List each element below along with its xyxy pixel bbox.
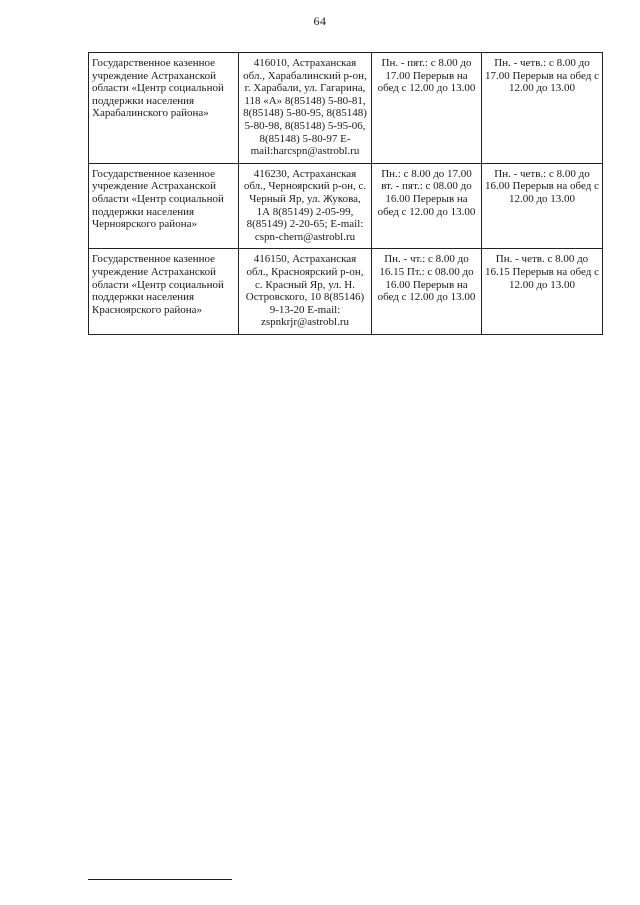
institution-name-cell: Государственное казенное учреждение Астраханской области «Центр социальной поддержки населения Харабалинского района» xyxy=(89,53,239,164)
footnote-divider xyxy=(88,879,232,880)
reception-hours-cell: Пн. - четв. с 8.00 до 16.15 Перерыв на обед с 12.00 до 13.00 xyxy=(482,249,603,335)
working-hours-cell: Пн. - пят.: с 8.00 до 17.00 Перерыв на обед с 12.00 до 13.00 xyxy=(372,53,482,164)
institution-name-cell: Государственное казенное учреждение Астраханской области «Центр социальной поддержки населения Черноярского района» xyxy=(89,163,239,249)
table-row xyxy=(89,53,603,164)
working-hours-cell: Пн. - чт.: с 8.00 до 16.15 Пт.: с 08.00 до 16.00 Перерыв на обед с 12.00 до 13.00 xyxy=(372,249,482,335)
reception-hours-cell: Пн. - четв.: с 8.00 до 17.00 Перерыв на обед с 12.00 до 13.00 xyxy=(482,53,603,164)
working-hours-cell: Пн.: с 8.00 до 17.00 вт. - пят.: с 08.00 до 16.00 Перерыв на обед с 12.00 до 13.00 xyxy=(372,163,482,249)
table-row xyxy=(89,163,603,249)
institution-name-cell: Государственное казенное учреждение Астраханской области «Центр социальной поддержки населения Красноярского района» xyxy=(89,249,239,335)
address-contacts-cell: 416230, Астраханская обл., Черноярский р-он, с. Черный Яр, ул. Жукова, 1А 8(85149) 2-05-99, 8(85149) 2-20-65; E-mail: cspn-chern@astrobl.ru xyxy=(239,163,372,249)
offices-table xyxy=(88,52,603,335)
address-contacts-cell: 416010, Астраханская обл., Харабалинский р-он, г. Харабали, ул. Гагарина, 118 «А» 8(85148) 5-80-81, 8(85148) 5-80-95, 8(85148) 5-80-98, 8(85148) 5-95-06, 8(85148) 5-80-97 E-mail:harcspn@astrobl.ru xyxy=(239,53,372,164)
page-number: 64 xyxy=(313,14,327,28)
reception-hours-cell: Пн. - четв.: с 8.00 до 16.00 Перерыв на обед с 12.00 до 13.00 xyxy=(482,163,603,249)
address-contacts-cell: 416150, Астраханская обл., Красноярский р-он, с. Красный Яр, ул. Н. Островского, 10 8(85146) 9-13-20 E-mail: zspnkrjr@astrobl.ru xyxy=(239,249,372,335)
table-row xyxy=(89,249,603,335)
